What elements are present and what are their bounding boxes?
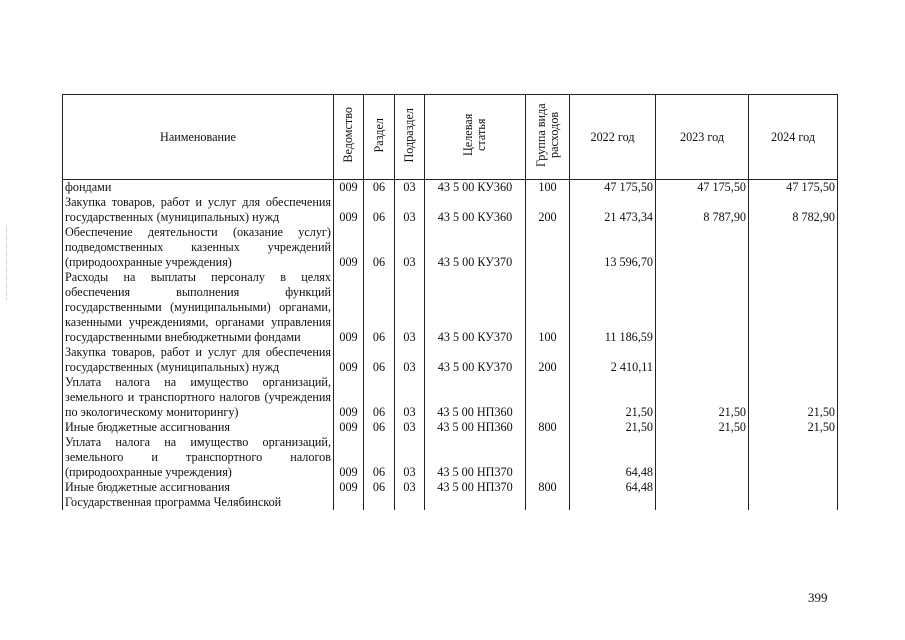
cell-gruppa: 100 xyxy=(526,180,570,196)
cell-vedomstvo: 009 xyxy=(334,420,364,435)
cell-2024: 8 782,90 xyxy=(749,195,838,225)
cell-2023 xyxy=(656,495,749,510)
cell-name: Обеспечение деятельности (оказание услуг) подведомственных казенных учреждений (природоохранные учреждения) xyxy=(63,225,334,270)
cell-gruppa xyxy=(526,225,570,270)
cell-gruppa: 200 xyxy=(526,195,570,225)
cell-razdel: 06 xyxy=(364,420,395,435)
cell-name: фондами xyxy=(63,180,334,196)
cell-2024 xyxy=(749,225,838,270)
cell-razdel xyxy=(364,495,395,510)
table-row xyxy=(63,420,838,435)
cell-2022: 21,50 xyxy=(570,375,656,420)
cell-vedomstvo: 009 xyxy=(334,345,364,375)
cell-name: Закупка товаров, работ и услуг для обеспечения государственных (муниципальных) нужд xyxy=(63,195,334,225)
scan-artifact xyxy=(6,225,8,300)
cell-podrazdel: 03 xyxy=(395,225,425,270)
cell-2023: 21,50 xyxy=(656,375,749,420)
cell-gruppa xyxy=(526,375,570,420)
cell-2024: 21,50 xyxy=(749,420,838,435)
cell-name: Уплата налога на имущество организаций, земельного и транспортного налогов (природоохранные учреждения) xyxy=(63,435,334,480)
cell-podrazdel: 03 xyxy=(395,480,425,495)
cell-2022: 47 175,50 xyxy=(570,180,656,196)
header-gruppa: Группа вида расходов xyxy=(526,95,570,180)
cell-statya: 43 5 00 КУ370 xyxy=(425,225,526,270)
cell-statya: 43 5 00 КУ370 xyxy=(425,345,526,375)
cell-statya: 43 5 00 НП370 xyxy=(425,480,526,495)
cell-name: Закупка товаров, работ и услуг для обеспечения государственных (муниципальных) нужд xyxy=(63,345,334,375)
cell-podrazdel xyxy=(395,495,425,510)
cell-vedomstvo: 009 xyxy=(334,435,364,480)
cell-vedomstvo xyxy=(334,495,364,510)
cell-2022: 64,48 xyxy=(570,435,656,480)
budget-table xyxy=(62,94,838,510)
cell-2023 xyxy=(656,435,749,480)
cell-vedomstvo: 009 xyxy=(334,375,364,420)
cell-name: Расходы на выплаты персоналу в целях обеспечения выполнения функций государственными (муниципальными) органами, казенными учреждениями, органами управления государственными внебюджетными фондами xyxy=(63,270,334,345)
table-row xyxy=(63,480,838,495)
cell-gruppa xyxy=(526,495,570,510)
cell-vedomstvo: 009 xyxy=(334,270,364,345)
cell-2023 xyxy=(656,270,749,345)
header-statya: Целевая статья xyxy=(425,95,526,180)
cell-vedomstvo: 009 xyxy=(334,480,364,495)
cell-name: Уплата налога на имущество организаций, земельного и транспортного налогов (учреждения по экологическому мониторингу) xyxy=(63,375,334,420)
cell-2023 xyxy=(656,225,749,270)
header-razdel: Раздел xyxy=(364,95,395,180)
cell-podrazdel: 03 xyxy=(395,180,425,196)
cell-2022: 64,48 xyxy=(570,480,656,495)
cell-gruppa: 800 xyxy=(526,480,570,495)
cell-gruppa: 100 xyxy=(526,270,570,345)
cell-razdel: 06 xyxy=(364,195,395,225)
cell-name: Иные бюджетные ассигнования xyxy=(63,480,334,495)
cell-2022: 11 186,59 xyxy=(570,270,656,345)
cell-name: Иные бюджетные ассигнования xyxy=(63,420,334,435)
cell-2022: 21 473,34 xyxy=(570,195,656,225)
table-row xyxy=(63,195,838,225)
cell-podrazdel: 03 xyxy=(395,345,425,375)
header-2024: 2024 год xyxy=(749,95,838,180)
table-row xyxy=(63,375,838,420)
cell-razdel: 06 xyxy=(364,345,395,375)
cell-vedomstvo: 009 xyxy=(334,195,364,225)
header-vedomstvo: Ведомство xyxy=(334,95,364,180)
cell-2022: 21,50 xyxy=(570,420,656,435)
cell-vedomstvo: 009 xyxy=(334,225,364,270)
cell-vedomstvo: 009 xyxy=(334,180,364,196)
header-2023: 2023 год xyxy=(656,95,749,180)
cell-razdel: 06 xyxy=(364,180,395,196)
cell-statya: 43 5 00 НП360 xyxy=(425,420,526,435)
table-row xyxy=(63,495,838,510)
cell-2023: 47 175,50 xyxy=(656,180,749,196)
cell-podrazdel: 03 xyxy=(395,195,425,225)
cell-2023 xyxy=(656,345,749,375)
cell-2024 xyxy=(749,435,838,480)
cell-2024: 21,50 xyxy=(749,375,838,420)
table-header-row xyxy=(63,95,838,180)
cell-statya: 43 5 00 КУ370 xyxy=(425,270,526,345)
cell-statya xyxy=(425,495,526,510)
page-number: 399 xyxy=(808,590,828,605)
cell-2024 xyxy=(749,480,838,495)
header-2022: 2022 год xyxy=(570,95,656,180)
table-row xyxy=(63,435,838,480)
cell-podrazdel: 03 xyxy=(395,420,425,435)
cell-razdel: 06 xyxy=(364,225,395,270)
cell-statya: 43 5 00 КУ360 xyxy=(425,195,526,225)
cell-statya: 43 5 00 НП360 xyxy=(425,375,526,420)
header-name: Наименование xyxy=(63,95,334,180)
cell-statya: 43 5 00 КУ360 xyxy=(425,180,526,196)
cell-2023: 21,50 xyxy=(656,420,749,435)
cell-razdel: 06 xyxy=(364,270,395,345)
table-row xyxy=(63,345,838,375)
cell-razdel: 06 xyxy=(364,480,395,495)
table-row xyxy=(63,180,838,196)
cell-gruppa: 800 xyxy=(526,420,570,435)
cell-2024 xyxy=(749,345,838,375)
cell-razdel: 06 xyxy=(364,435,395,480)
cell-name: Государственная программа Челябинской xyxy=(63,495,334,510)
cell-statya: 43 5 00 НП370 xyxy=(425,435,526,480)
cell-podrazdel: 03 xyxy=(395,375,425,420)
cell-2024 xyxy=(749,495,838,510)
cell-podrazdel: 03 xyxy=(395,435,425,480)
cell-2024: 47 175,50 xyxy=(749,180,838,196)
table-row xyxy=(63,270,838,345)
cell-2023: 8 787,90 xyxy=(656,195,749,225)
cell-2024 xyxy=(749,270,838,345)
table-row xyxy=(63,225,838,270)
cell-2022 xyxy=(570,495,656,510)
cell-2022: 13 596,70 xyxy=(570,225,656,270)
cell-2022: 2 410,11 xyxy=(570,345,656,375)
cell-razdel: 06 xyxy=(364,375,395,420)
cell-podrazdel: 03 xyxy=(395,270,425,345)
header-podrazdel: Подраздел xyxy=(395,95,425,180)
cell-2023 xyxy=(656,480,749,495)
cell-gruppa xyxy=(526,435,570,480)
cell-gruppa: 200 xyxy=(526,345,570,375)
